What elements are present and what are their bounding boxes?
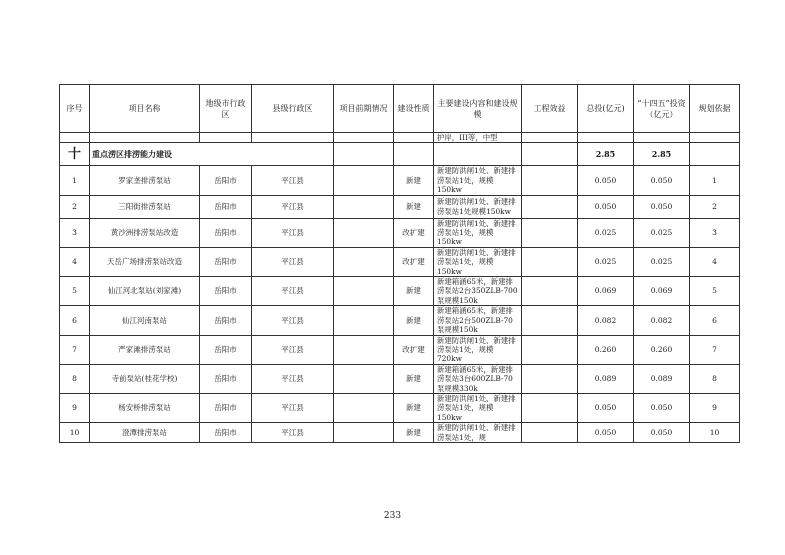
section-plan14: 2.85 (634, 143, 690, 166)
cell-nature: 改扩建 (394, 247, 434, 276)
header-row (60, 85, 740, 133)
cell-benefit (522, 306, 578, 335)
section-row (60, 143, 740, 166)
cell-county: 平江县 (252, 166, 334, 195)
cell-county: 平江县 (252, 364, 334, 393)
cell-nature: 改扩建 (394, 335, 434, 364)
cell-prelim (334, 335, 394, 364)
cell-city: 岳阳市 (200, 247, 252, 276)
cell-total: 0.069 (578, 277, 634, 306)
cell-content: 新建箱涵65米，新建排涝泵站3台600ZLB-70泵规模330k (434, 364, 522, 393)
table-row (60, 423, 740, 443)
cell-name: 仙江河北泵站(刘家滩) (90, 277, 200, 306)
cell-name: 严家滩排涝泵站 (90, 335, 200, 364)
cell-city: 岳阳市 (200, 277, 252, 306)
cell-name: 澄潭排涝泵站 (90, 423, 200, 443)
cell-content: 新建箱涵65米，新建排涝泵站2台500ZLB-70泵规模150k (434, 306, 522, 335)
header-county: 县级行政区 (252, 85, 334, 133)
cell-benefit (522, 247, 578, 276)
header-city: 地级市行政区 (200, 85, 252, 133)
cell-plan14: 0.050 (634, 393, 690, 422)
cell-basis: 4 (690, 247, 740, 276)
table-row (60, 335, 740, 364)
cell-name: 寺前泵站(桂花学校) (90, 364, 200, 393)
cell-county: 平江县 (252, 306, 334, 335)
cell-benefit (522, 166, 578, 195)
cell-nature: 新建 (394, 393, 434, 422)
cell-nature: 改扩建 (394, 218, 434, 247)
page-number: 233 (383, 511, 402, 521)
cell-county: 平江县 (252, 335, 334, 364)
cell-city: 岳阳市 (200, 423, 252, 443)
cell-city: 岳阳市 (200, 335, 252, 364)
cell-total: 0.025 (578, 247, 634, 276)
cell-plan14: 0.025 (634, 218, 690, 247)
cell-name: 罗家垄排涝泵站 (90, 166, 200, 195)
cell-plan14: 0.089 (634, 364, 690, 393)
header-total: 总投(亿元) (578, 85, 634, 133)
cell-total: 0.050 (578, 393, 634, 422)
cell-prelim (334, 195, 394, 218)
table-row (60, 364, 740, 393)
cell-content: 新建防洪闸1处、新建排涝泵站1处，规模150kw (434, 218, 522, 247)
table-row (60, 306, 740, 335)
cell-basis: 10 (690, 423, 740, 443)
cell-nature: 新建 (394, 364, 434, 393)
cell-county: 平江县 (252, 247, 334, 276)
cell-prelim (334, 247, 394, 276)
cell-total: 0.260 (578, 335, 634, 364)
header-content: 主要建设内容和建设规模 (434, 85, 522, 133)
cell-total: 0.025 (578, 218, 634, 247)
cell-name: 杨安桥排涝泵站 (90, 393, 200, 422)
cell-city: 岳阳市 (200, 306, 252, 335)
cell-county: 平江县 (252, 277, 334, 306)
cell-prelim (334, 306, 394, 335)
cell-plan14: 0.260 (634, 335, 690, 364)
header-plan14: “十四五”投资（亿元） (634, 85, 690, 133)
section-total: 2.85 (578, 143, 634, 166)
cell-content: 新建防洪闸1处、新建排涝泵站1处规模150kw (434, 195, 522, 218)
cell-content: 新建防洪闸1处、新建排涝泵站1处，规模150kw (434, 166, 522, 195)
cell-basis: 8 (690, 364, 740, 393)
cell-seq: 2 (60, 195, 90, 218)
section-number: 十 (60, 143, 90, 166)
cell-nature: 新建 (394, 277, 434, 306)
cell-content: 新建防洪闸1处、新建排涝泵站1处，规模150kw (434, 393, 522, 422)
cell-benefit (522, 218, 578, 247)
continuation-row (60, 133, 740, 143)
cell-basis: 5 (690, 277, 740, 306)
cell-seq: 7 (60, 335, 90, 364)
cell-plan14: 0.069 (634, 277, 690, 306)
cell-benefit (522, 335, 578, 364)
cell-city: 岳阳市 (200, 166, 252, 195)
cell-total: 0.050 (578, 166, 634, 195)
cell-plan14: 0.082 (634, 306, 690, 335)
cell-city: 岳阳市 (200, 195, 252, 218)
header-basis: 规划依据 (690, 85, 740, 133)
cell-seq: 5 (60, 277, 90, 306)
cell-benefit (522, 423, 578, 443)
header-name: 项目名称 (90, 85, 200, 133)
cell-county: 平江县 (252, 423, 334, 443)
cell-city: 岳阳市 (200, 364, 252, 393)
cell-seq: 3 (60, 218, 90, 247)
cell-basis: 7 (690, 335, 740, 364)
cell-seq: 9 (60, 393, 90, 422)
cell-nature: 新建 (394, 306, 434, 335)
cell-basis: 1 (690, 166, 740, 195)
cell-total: 0.089 (578, 364, 634, 393)
cell-basis: 2 (690, 195, 740, 218)
table-row (60, 195, 740, 218)
cell-total: 0.082 (578, 306, 634, 335)
table-row (60, 247, 740, 276)
cell-content: 新建箱涵65米，新建排涝泵站2台350ZLB-700泵规模150k (434, 277, 522, 306)
table-row (60, 393, 740, 422)
cell-name: 仙江河南泵站 (90, 306, 200, 335)
table-row (60, 166, 740, 195)
cell-nature: 新建 (394, 423, 434, 443)
cell-prelim (334, 364, 394, 393)
cell-basis: 9 (690, 393, 740, 422)
header-seq: 序号 (60, 85, 90, 133)
cell-content: 新建防洪闸1处、新建排涝泵站1处，规模150kw (434, 247, 522, 276)
cell-seq: 10 (60, 423, 90, 443)
cell-plan14: 0.025 (634, 247, 690, 276)
cell-basis: 3 (690, 218, 740, 247)
cell-city: 岳阳市 (200, 218, 252, 247)
cell-prelim (334, 166, 394, 195)
cell-seq: 4 (60, 247, 90, 276)
cell-name: 三阳街排涝泵站 (90, 195, 200, 218)
cell-county: 平江县 (252, 218, 334, 247)
project-table (59, 84, 740, 443)
cell-benefit (522, 277, 578, 306)
cell-benefit (522, 195, 578, 218)
cell-content: 新建防洪闸1处、新建排涝泵站1处，规 (434, 423, 522, 443)
cell-seq: 6 (60, 306, 90, 335)
cell-prelim (334, 393, 394, 422)
cell-city: 岳阳市 (200, 393, 252, 422)
cell-benefit (522, 364, 578, 393)
header-benefit: 工程效益 (522, 85, 578, 133)
continuation-text: 护岸，III等，中型 (434, 133, 522, 143)
cell-name: 黄沙洲排涝泵站改造 (90, 218, 200, 247)
cell-county: 平江县 (252, 393, 334, 422)
cell-nature: 新建 (394, 166, 434, 195)
cell-prelim (334, 423, 394, 443)
header-prelim: 项目前期情况 (334, 85, 394, 133)
cell-seq: 1 (60, 166, 90, 195)
table-row (60, 218, 740, 247)
cell-prelim (334, 218, 394, 247)
cell-name: 天岳广场排涝泵站改造 (90, 247, 200, 276)
cell-nature: 新建 (394, 195, 434, 218)
header-nature: 建设性质 (394, 85, 434, 133)
cell-plan14: 0.050 (634, 423, 690, 443)
cell-benefit (522, 393, 578, 422)
cell-content: 新建防洪闸1处、新建排涝泵站1处，规模720kw (434, 335, 522, 364)
cell-total: 0.050 (578, 195, 634, 218)
table-row (60, 277, 740, 306)
cell-basis: 6 (690, 306, 740, 335)
cell-seq: 8 (60, 364, 90, 393)
cell-plan14: 0.050 (634, 166, 690, 195)
cell-prelim (334, 277, 394, 306)
section-title: 重点涝区排涝能力建设 (90, 143, 334, 166)
cell-total: 0.050 (578, 423, 634, 443)
cell-plan14: 0.050 (634, 195, 690, 218)
cell-county: 平江县 (252, 195, 334, 218)
